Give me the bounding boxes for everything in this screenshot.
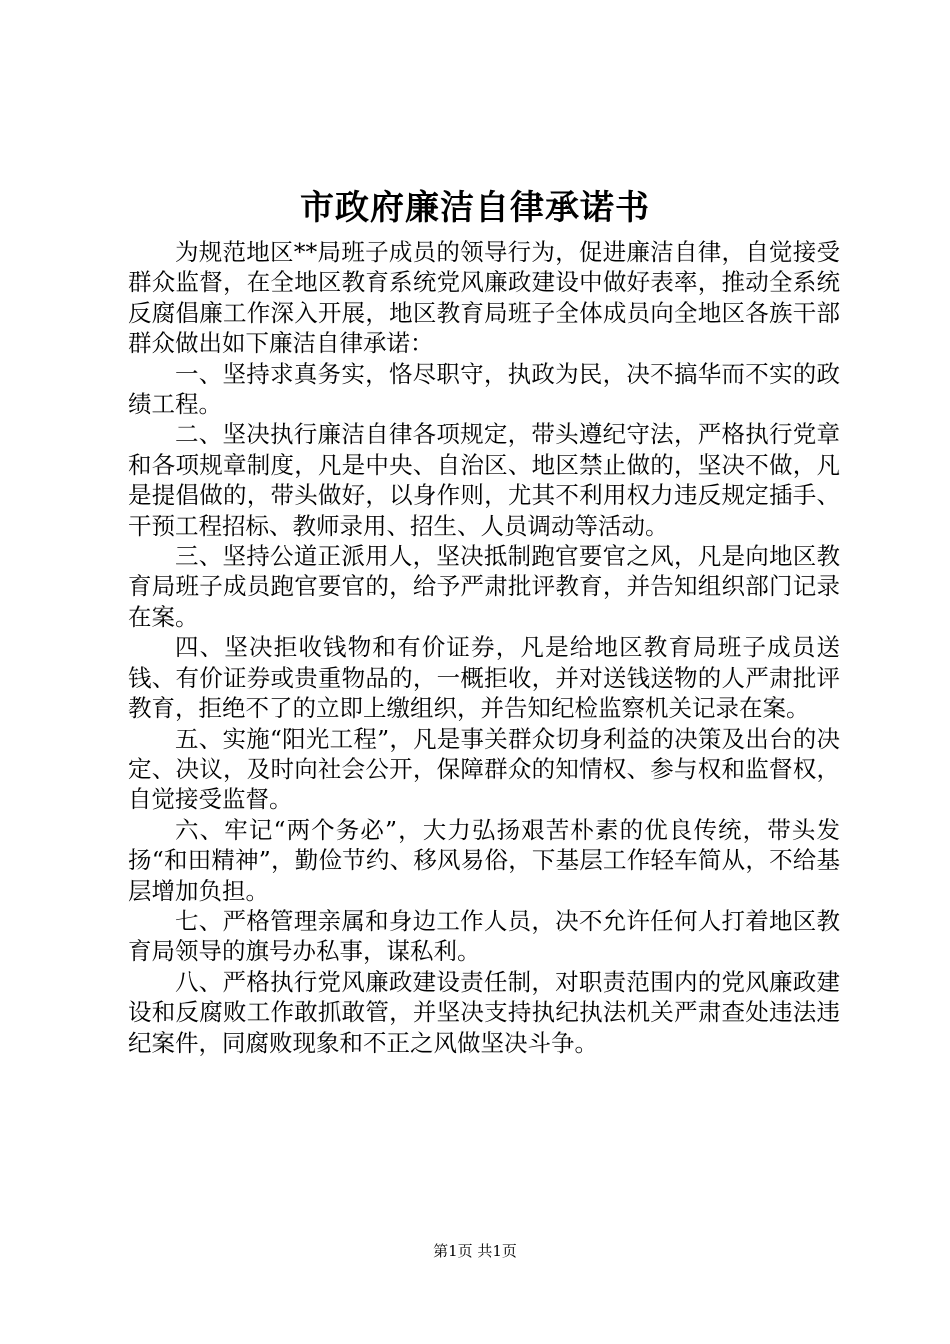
- paragraph-item-2: 二、坚决执行廉洁自律各项规定，带头遵纪守法，严格执行党章和各项规章制度，凡是中央、自治区、地区禁止做的，坚决不做，凡是提倡做的，带头做好，以身作则，尤其不利用权力违反规定插手、干预工程招标、教师录用、招生、人员调动等活动。: [128, 420, 840, 540]
- paragraph-item-7: 七、严格管理亲属和身边工作人员，决不允许任何人打着地区教育局领导的旗号办私事，谋私利。: [128, 906, 840, 966]
- paragraph-item-3: 三、坚持公道正派用人，坚决抵制跑官要官之风，凡是向地区教育局班子成员跑官要官的，给予严肃批评教育，并告知组织部门记录在案。: [128, 542, 840, 631]
- paragraph-item-4: 四、坚决拒收钱物和有价证券，凡是给地区教育局班子成员送钱、有价证券或贵重物品的，一概拒收，并对送钱送物的人严肃批评教育，拒绝不了的立即上缴组织，并告知纪检监察机关记录在案。: [128, 633, 840, 723]
- paragraph-item-5: 五、实施“阳光工程”，凡是事关群众切身利益的决策及出台的决定、决议，及时向社会公开，保障群众的知情权、参与权和监督权，自觉接受监督。: [128, 724, 840, 814]
- paragraph-item-6: 六、牢记“两个务必”，大力弘扬艰苦朴素的优良传统，带头发扬“和田精神”，勤俭节约、移风易俗，下基层工作轻车简从，不给基层增加负担。: [128, 815, 840, 905]
- paragraph-item-1: 一、坚持求真务实，恪尽职守，执政为民，决不搞华而不实的政绩工程。: [128, 359, 840, 419]
- document-title: 市政府廉洁自律承诺书: [300, 188, 650, 228]
- paragraph-intro: 为规范地区**局班子成员的领导行为，促进廉洁自律，自觉接受群众监督，在全地区教育系统党风廉政建设中做好表率，推动全系统反腐倡廉工作深入开展，地区教育局班子全体成员向全地区各族干部群众做出如下廉洁自律承诺：: [128, 238, 840, 358]
- page-footer: 第1页 共1页: [433, 1242, 517, 1260]
- document-body: [128, 237, 840, 1058]
- paragraph-item-8: 八、严格执行党风廉政建设责任制，对职责范围内的党风廉政建设和反腐败工作敢抓敢管，并坚决支持执纪执法机关严肃查处违法违纪案件，同腐败现象和不正之风做坚决斗争。: [128, 967, 840, 1057]
